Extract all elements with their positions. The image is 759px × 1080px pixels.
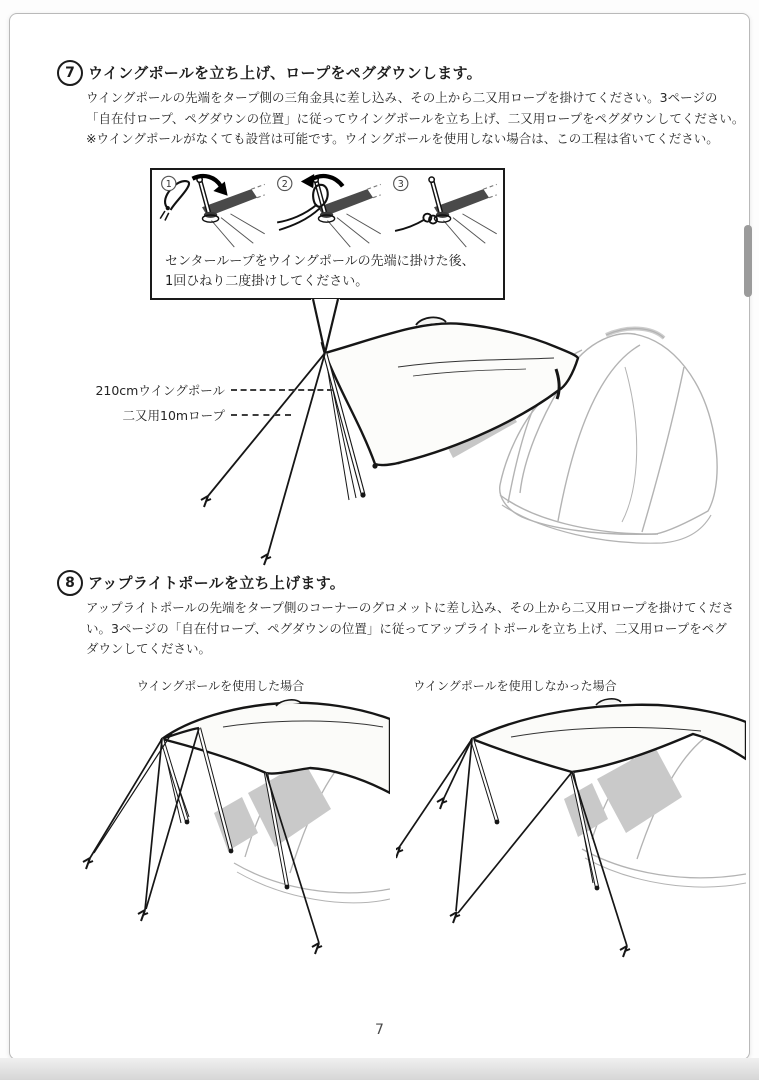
wing-pole [162,739,189,824]
caption-without-wing-pole: ウイングポールを使用しなかった場合 [413,679,617,693]
caption-with-wing-pole: ウイングポールを使用した場合 [136,679,305,693]
step8-number-badge [57,570,83,596]
arrowhead [301,174,314,188]
callout-text-line2: 1回ひねり二度掛けしてください。 [165,274,369,289]
guy-rope-center [268,353,325,554]
step3-number: 3 [397,178,404,190]
upright-pole-left [472,739,499,824]
tent-mesh-panel [248,761,331,847]
loop-step-3-illustration [389,173,498,249]
tarp-surface-lines [444,214,497,247]
rope-tails [160,211,169,221]
peg-icon [620,946,630,957]
tent-ground-edge [237,872,390,903]
callout-pointer [285,299,375,361]
tarp-surface-lines [212,214,265,247]
step7-title: ウイングポールを立ち上げ、ロープをペグダウンします。 [88,64,482,82]
pole-knob [429,177,434,182]
step7-body-line2: 「自在付ロープ、ペグダウンの位置」に従ってウイングポールを立ち上げ、二又用ロープをペグダウンしてください。 [86,110,745,126]
rope-leader-line [231,414,291,416]
tarp-canopy [472,705,746,772]
peg-icon [138,910,148,921]
step7-body-line3: ※ウイングポールがなくても設営は可能です。ウイングポールを使用しない場合は、この工程は省いてください。 [86,131,719,146]
callout-text-line1: センターループをウイングポールの先端に掛けた後、 [165,254,475,269]
guy-rope [398,739,472,849]
callout-text [165,252,475,292]
step8-body [86,598,734,660]
step8-title: アップライトポールを立ち上げます。 [88,574,346,592]
wing-pole-leader-line [231,389,333,391]
step7-body [86,88,744,150]
step8-body-line1: アップライトポールの先端をタープ側のコーナーのグロメットに差し込み、その上から二又用ロープを掛けてくださ [86,600,735,615]
peg-icon [396,847,403,858]
peg-icon [450,912,460,923]
scrollbar-thumb[interactable] [744,225,752,297]
step7-number-badge [57,60,83,86]
wing-pole-foot [360,492,365,497]
tent-rib-rear [642,367,684,532]
step1-number: 1 [165,178,172,190]
upright-pole-without-wing-illustration [396,697,746,969]
tent-pole-sleeve [606,329,664,338]
step2-number: 2 [281,178,288,190]
loop-knot [166,206,170,210]
tent-skirt [582,849,746,878]
step7-number: 7 [65,65,75,81]
wing-pole-label: 210cmウイングポール [95,383,225,398]
loop-steps-row [152,170,503,249]
loop-step-2-illustration [273,173,382,249]
wing-pole-setup-illustration [170,305,730,567]
rope-strands [277,204,320,230]
peg-icon [83,858,93,869]
guy-rope-left [208,353,325,496]
step8-body-line2: い。3ページの「自在付ロープ、ペグダウンの位置」に従ってアップライトポールを立ち上げ、二又用ロープをペグ [86,620,727,636]
step8-number: 8 [65,575,75,591]
tent-skirt [500,495,658,534]
tarp-corner-foot [372,463,377,468]
guy-rope [458,772,572,913]
tent-ground-edge [502,505,711,543]
step7-body-line1: ウイングポールの先端をタープ側の三角金具に差し込み、その上から二又用ロープを掛けてください。3ページの [86,90,718,105]
peg-icon [261,554,271,565]
tent-skirt [234,863,390,893]
upright-pole-with-wing-illustration [38,697,390,992]
guy-rope [456,739,472,911]
rope-label: 二又用10mロープ [122,408,225,423]
peg-icon [312,943,322,954]
step8-body-line3: ダウンしてください。 [86,641,212,656]
center-loop-callout-box [150,168,505,300]
peg-icon [437,798,447,809]
tent-door-seam [622,367,637,522]
rope-tail [395,220,424,231]
loop-step-1-illustration [157,173,266,249]
viewer-bottom-bar [0,1058,759,1080]
page-number: 7 [375,1022,384,1038]
peg-icon [201,496,211,507]
tarp-surface-lines [328,214,381,247]
tarp-vent [596,699,621,705]
